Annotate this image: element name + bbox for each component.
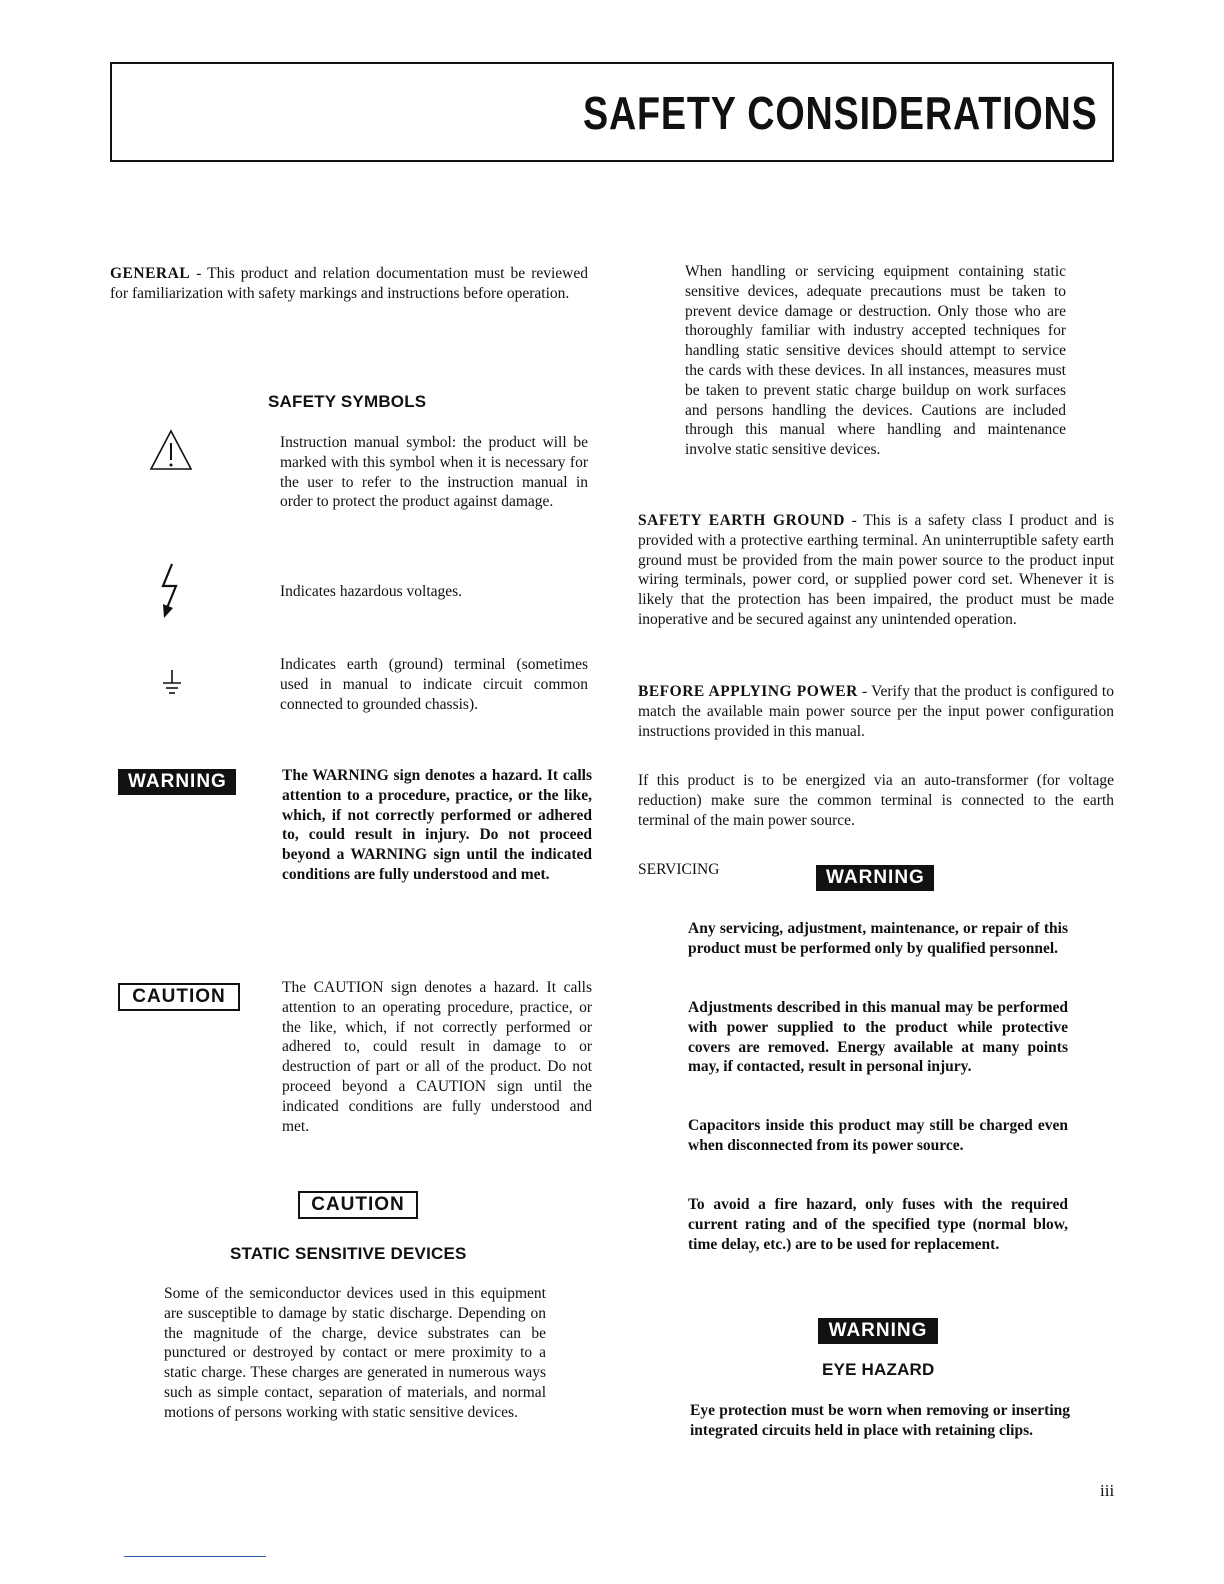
servicing-p3: Capacitors inside this product may still be charged even when disconnected from its power source. <box>688 1117 1068 1154</box>
earth-ground-lead: SAFETY EARTH GROUND <box>638 512 845 529</box>
instruction-manual-text: Instruction manual symbol: the product will be marked with this symbol when it is necessary for the user to refer to the instruction manual in order to protect the product against damage. <box>280 434 588 511</box>
before-power-paragraph <box>638 682 1114 741</box>
servicing-warning-badge: WARNING <box>816 865 934 891</box>
warning-badge: WARNING <box>118 769 236 795</box>
eye-hazard-warning-badge: WARNING <box>818 1318 938 1344</box>
earth-terminal-text: Indicates earth (ground) terminal (sometimes used in manual to indicate circuit common connected to grounded chassis). <box>280 656 588 713</box>
warning-definition-text: The WARNING sign denotes a hazard. It calls attention to a procedure, practice, or the like, which, if not correctly performed or adhered to, could result in injury. Do not proceed beyond a WARNING sign until the indicated conditions are fully understood and met. <box>282 767 592 883</box>
eye-hazard-heading: EYE HAZARD <box>822 1360 935 1379</box>
earth-ground-icon <box>158 668 186 698</box>
servicing-p1: Any servicing, adjustment, maintenance, or repair of this product must be performed only by qualified personnel. <box>688 920 1068 957</box>
title-box <box>110 62 1114 162</box>
general-text: - This product and relation documentation must be reviewed for familiarization with safety markings and instructions before operation. <box>110 265 588 302</box>
servicing-p2: Adjustments described in this manual may be performed with power supplied to the product while protective covers are removed. Energy available at many points may, if contacted, result in personal injury. <box>688 999 1068 1076</box>
hazardous-voltage-icon <box>158 562 186 620</box>
before-power-lead: BEFORE APPLYING POWER <box>638 683 858 700</box>
earth-ground-paragraph <box>638 511 1114 630</box>
autotransformer-text: If this product is to be energized via an auto-transformer (for voltage reduction) make sure the common terminal is connected to the earth terminal of the main power source. <box>638 772 1114 829</box>
page-number: iii <box>1100 1481 1115 1500</box>
static-handling-text: When handling or servicing equipment containing static sensitive devices, adequate precautions must be taken to prevent device damage or destruction. Only those who are thoroughly familiar with industry accepted techniques for handling static sensitive devices should attempt to service the cards with these devices. In all instances, measures must be taken to prevent static charge buildup on work surfaces and persons handling the devices. Cautions are included through this manual where handling and maintenance involve static sensitive devices. <box>685 263 1066 459</box>
earth-ground-text: - This is a safety class I product and is provided with a protective earthing terminal. An uninterruptible safety earth ground must be provided from the main power source to the product input wiring terminals, power cord, or supplied power cord set. Whenever it is likely that the protection has been impaired, the product must be made inoperative and be secured against any unintended operation. <box>638 512 1114 628</box>
instruction-manual-icon <box>148 428 194 472</box>
before-power-text: - Verify that the product is configured to match the available main power source per the input power configuration instructions provided in this manual. <box>638 683 1114 740</box>
safety-symbols-heading: SAFETY SYMBOLS <box>268 392 427 411</box>
eye-hazard-text: Eye protection must be worn when removing or inserting integrated circuits held in place with retaining clips. <box>690 1402 1070 1439</box>
servicing-heading: SERVICING <box>638 861 720 878</box>
general-lead: GENERAL <box>110 265 191 282</box>
static-sensitive-heading: STATIC SENSITIVE DEVICES <box>230 1244 467 1263</box>
footer-rule <box>124 1556 266 1557</box>
page-title: SAFETY CONSIDERATIONS <box>583 87 1098 139</box>
static-sensitive-text: Some of the semiconductor devices used in this equipment are susceptible to damage by static discharge. Depending on the magnitude of the charge, device substrates can be punctured or destroyed by contact or mere proximity to a static charge. These charges are generated in numerous ways such as simple contact, separation of materials, and normal motions of persons working with static sensitive devices. <box>164 1285 546 1421</box>
caution-badge: CAUTION <box>118 983 240 1011</box>
caution-definition-text: The CAUTION sign denotes a hazard. It calls attention to an operating procedure, practice, or the like, which, if not correctly performed or adhered to, could result in damage to or destruction of part or all of the product. Do not proceed beyond a CAUTION sign until the indicated conditions are fully understood and met. <box>282 979 592 1135</box>
general-paragraph <box>110 264 588 304</box>
hazardous-voltages-text: Indicates hazardous voltages. <box>280 583 463 600</box>
servicing-p4: To avoid a fire hazard, only fuses with the required current rating and of the specified type (normal blow, time delay, etc.) are to be used for replacement. <box>688 1196 1068 1253</box>
static-caution-badge: CAUTION <box>298 1191 418 1219</box>
